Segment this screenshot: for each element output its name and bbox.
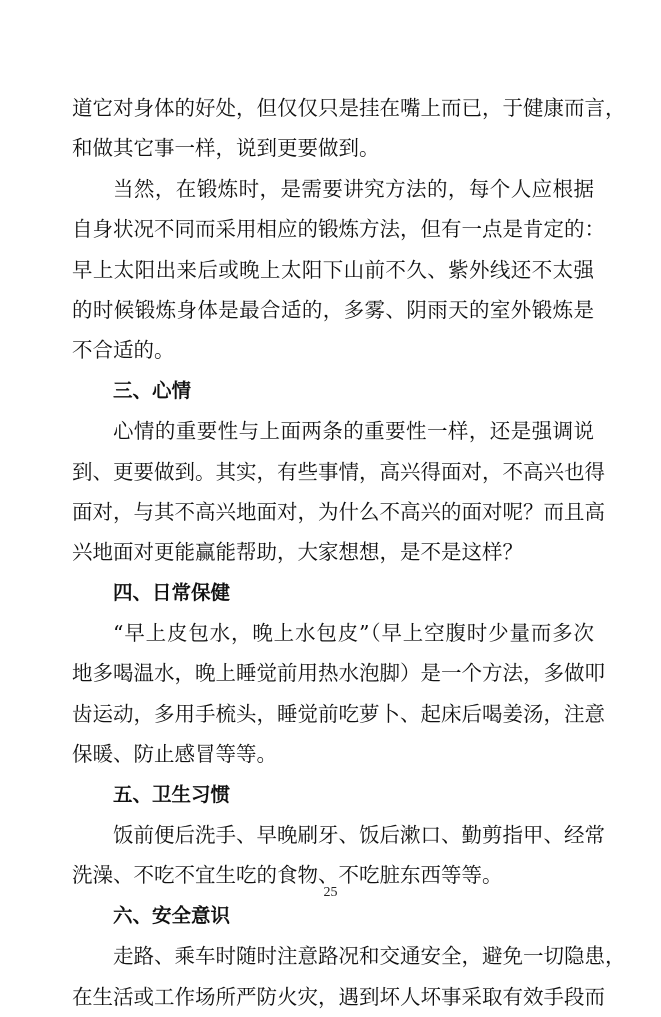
text-line: 地多喝温水，晚上睡觉前用热水泡脚）是一个方法，多做叩 <box>72 661 605 686</box>
text-line: 道它对身体的好处，但仅仅只是挂在嘴上而已，于健康而言， <box>72 96 626 120</box>
section-heading-mood: 三、心情 <box>113 378 192 402</box>
text-line: 兴地面对更能赢能帮助，大家想想，是不是这样？ <box>72 540 523 565</box>
text-line: 的时候锻炼身体是最合适的，多雾、阴雨天的室外锻炼是 <box>72 297 594 322</box>
text-line: 早上太阳出来后或晚上太阳下山前不久、紫外线还不太强 <box>72 257 594 282</box>
text-line: 自身状况不同而采用相应的锻炼方法，但有一点是肯定的： <box>72 217 605 242</box>
text-line: 和做其它事一样，说到更要做到。 <box>72 136 380 161</box>
text-line: 心情的重要性与上面两条的重要性一样，还是强调说 <box>113 419 594 444</box>
text-line: 面对，与其不高兴地面对，为什么不高兴的面对呢？而且高 <box>72 499 605 524</box>
text-line: “早上皮包水，晚上水包皮”（早上空腹时少量而多次 <box>113 621 594 646</box>
section-heading-safety: 六、安全意识 <box>113 903 231 927</box>
page-number: 25 <box>323 885 338 900</box>
text-line: 走路、乘车时随时注意路况和交通安全，避免一切隐患， <box>113 944 626 969</box>
text-line: 当然，在锻炼时，是需要讲究方法的，每个人应根据 <box>113 176 594 201</box>
text-line: 保暖、防止感冒等等。 <box>72 742 277 767</box>
text-line: 齿运动，多用手梳头，睡觉前吃萝卜、起床后喝姜汤，注意 <box>72 701 605 726</box>
text-line: 在生活或工作场所严防火灾，遇到坏人坏事采取有效手段而 <box>72 984 605 1009</box>
section-heading-daily-care: 四、日常保健 <box>113 580 231 604</box>
text-line: 到、更要做到。其实，有些事情，高兴得面对，不高兴也得 <box>72 459 605 484</box>
text-line: 洗澡、不吃不宜生吃的食物、不吃脏东西等等。 <box>72 863 503 888</box>
text-line: 不合适的。 <box>72 338 175 363</box>
body-text <box>72 88 626 1017</box>
section-heading-hygiene: 五、卫生习惯 <box>113 782 231 806</box>
text-line: 饭前便后洗手、早晚刷牙、饭后漱口、勤剪指甲、经常 <box>113 823 605 848</box>
